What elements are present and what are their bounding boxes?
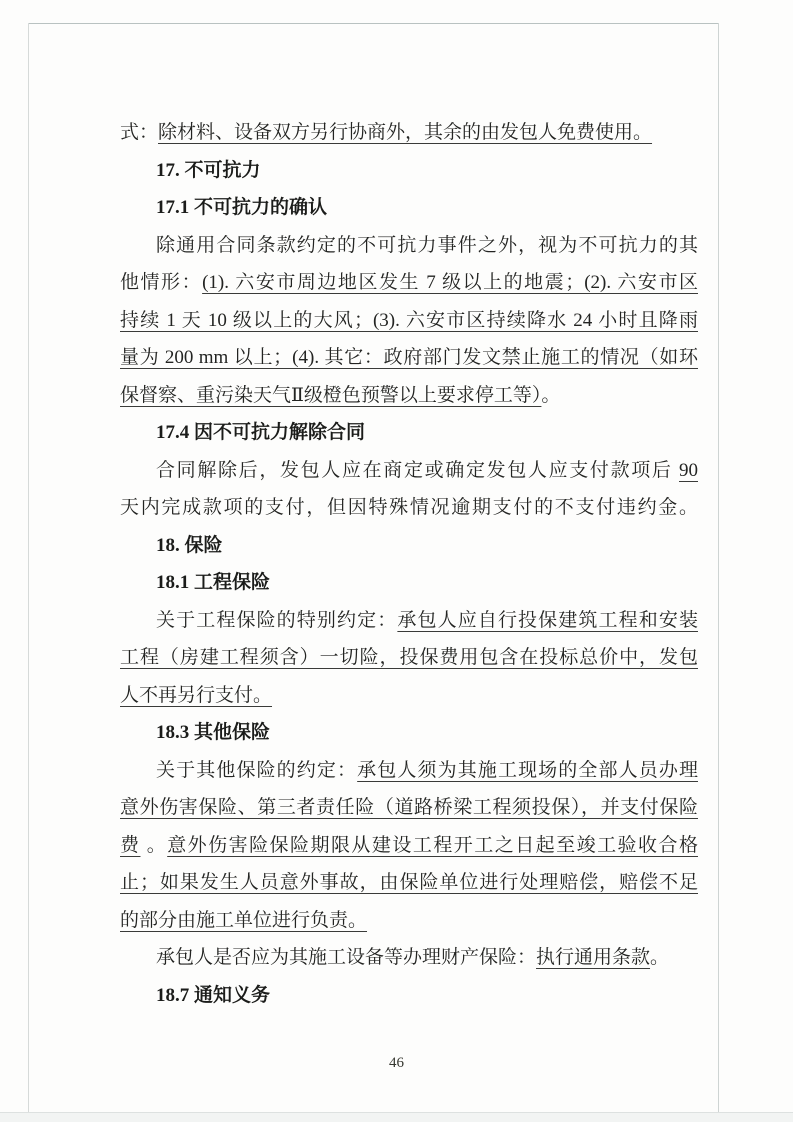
- text-segment: 除通用合同条款约定的不可抗力事件之外，视为不可抗力的其: [156, 234, 698, 256]
- page-frame-right-edge: [718, 23, 719, 1112]
- text-line: [120, 864, 698, 902]
- text-line: [120, 377, 698, 415]
- heading-text: 17.1 不可抗力的确认: [156, 197, 328, 218]
- heading-text: 18.3 其他保险: [156, 722, 271, 743]
- page-frame-top-edge: [29, 23, 719, 24]
- filled-in-text: 90: [679, 459, 698, 481]
- text-segment: 。: [140, 834, 168, 856]
- text-line: [120, 752, 698, 790]
- filled-in-text: 承包人应自行投保建筑工程和安装: [397, 609, 698, 631]
- text-segment: 。: [650, 947, 670, 968]
- text-segment: 关于工程保险的特别约定：: [156, 609, 398, 631]
- text-line: [120, 227, 698, 265]
- text-line: [120, 339, 698, 377]
- filled-in-text: 除材料、设备双方另行协商外，其余的由发包人免费使用。: [158, 122, 653, 143]
- section-heading-18: [120, 527, 698, 565]
- filled-in-text: 意外伤害险保险期限从建设工程开工之日起至竣工验收合格: [167, 834, 698, 856]
- text-line: [120, 489, 698, 527]
- filled-in-text: 保督察、重污染天气Ⅱ级橙色预警以上要求停工等）: [120, 384, 542, 406]
- text-segment: 他情形：: [120, 272, 203, 293]
- page-frame-left-edge: [28, 23, 29, 1112]
- filled-in-text: 止；如果发生人员意外事故，由保险单位进行处理赔偿，赔偿不足: [120, 872, 698, 893]
- text-line: [120, 264, 698, 302]
- text-line: [120, 789, 698, 827]
- text-line: [120, 114, 698, 152]
- scan-bottom-shading: [0, 1113, 793, 1122]
- text-line: [120, 602, 698, 640]
- section-heading-18-7: [120, 977, 698, 1015]
- section-heading-17-4: [120, 414, 698, 452]
- section-heading-17: [120, 152, 698, 190]
- text-segment: 式：: [120, 122, 159, 143]
- heading-text: 18.1 工程保险: [156, 572, 271, 593]
- section-heading-18-1: [120, 564, 698, 602]
- section-heading-17-1: [120, 189, 698, 227]
- text-line: [120, 302, 698, 340]
- text-line: [120, 827, 698, 865]
- text-line: [120, 902, 698, 940]
- document-body: [120, 114, 698, 1014]
- filled-in-text: 意外伤害保险、第三者责任险（道路桥梁工程须投保），并支付保险: [120, 797, 698, 818]
- filled-in-text: 的部分由施工单位进行负责。: [120, 909, 368, 931]
- filled-in-text: 承包人须为其施工现场的全部人员办理: [357, 759, 698, 781]
- page-number: 46: [389, 1055, 404, 1071]
- filled-in-text: (1). 六安市周边地区发生 7 级以上的地震；(2). 六安市区: [202, 272, 698, 293]
- text-segment: 承包人是否应为其施工设备等办理财产保险：: [156, 947, 537, 968]
- filled-in-text: 工程（房建工程须含）一切险，投保费用包含在投标总价中，发包: [120, 647, 698, 668]
- text-line: [120, 452, 698, 490]
- text-segment: 。: [541, 384, 561, 406]
- text-segment: 天内完成款项的支付，但因特殊情况逾期支付的不支付违约金。: [120, 497, 698, 518]
- text-line: [120, 939, 698, 977]
- filled-in-text: 人不再另行支付。: [120, 684, 273, 706]
- text-line: [120, 639, 698, 677]
- text-line: [120, 677, 698, 715]
- filled-in-text: 持续 1 天 10 级以上的大风；(3). 六安市区持续降水 24 小时且降雨: [120, 309, 698, 331]
- filled-in-text: 执行通用条款: [536, 947, 651, 968]
- section-heading-18-3: [120, 714, 698, 752]
- heading-text: 18. 保险: [156, 534, 223, 556]
- text-segment: 合同解除后，发包人应在商定或确定发包人应支付款项后: [156, 459, 679, 481]
- filled-in-text: 费: [120, 834, 141, 856]
- heading-text: 17.4 因不可抗力解除合同: [156, 422, 366, 443]
- heading-text: 17. 不可抗力: [156, 159, 261, 181]
- heading-text: 18.7 通知义务: [156, 984, 271, 1006]
- filled-in-text: 量为 200 mm 以上；(4). 其它：政府部门发文禁止施工的情况（如环: [120, 347, 698, 368]
- text-segment: 关于其他保险的约定：: [156, 759, 358, 781]
